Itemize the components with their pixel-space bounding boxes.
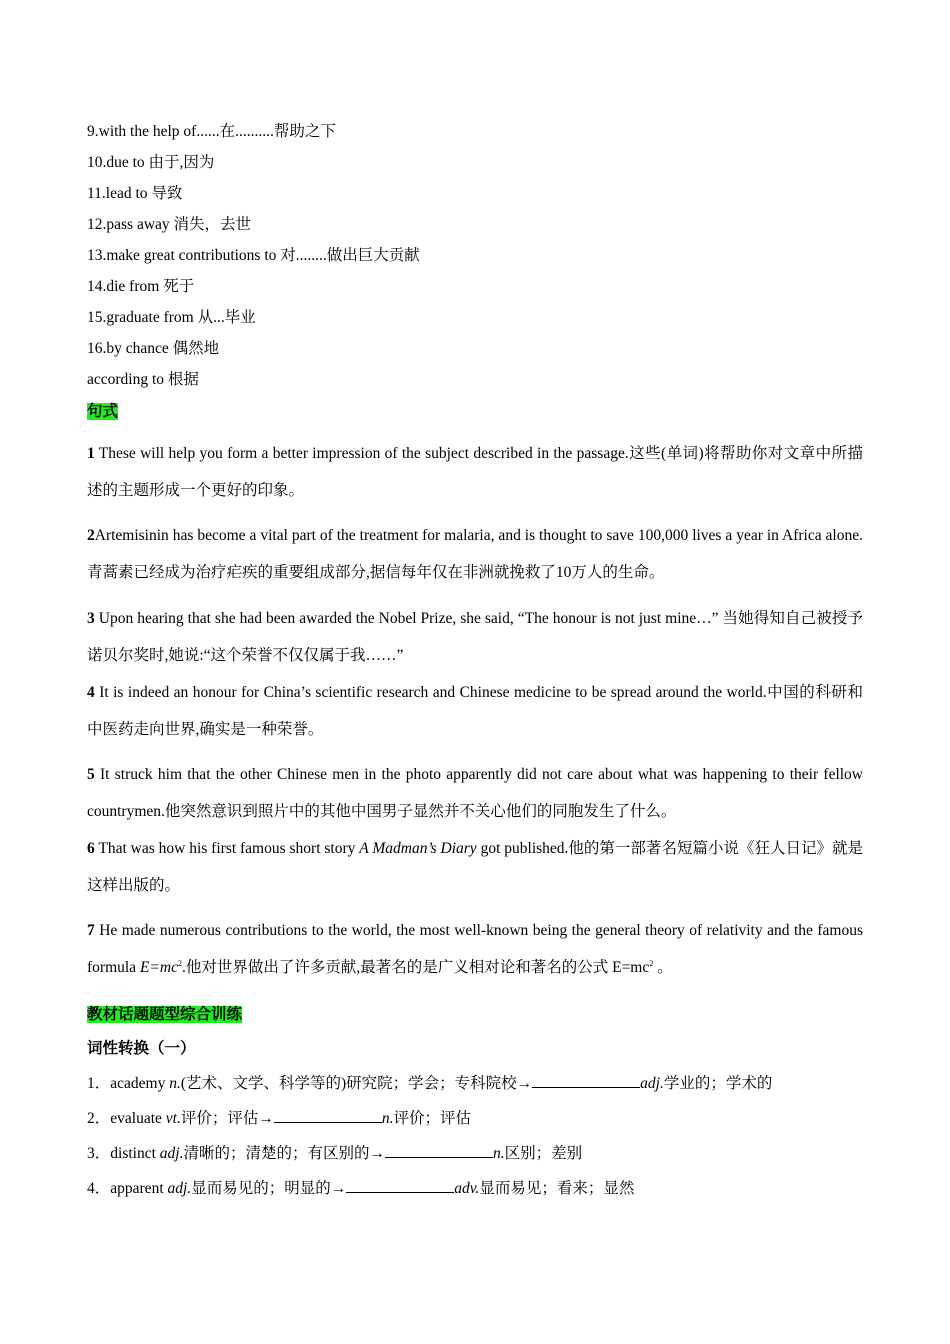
item-number: 1． xyxy=(87,1075,111,1092)
story-title: A Madman’s Diary xyxy=(359,840,477,857)
meaning: 显而易见；看来；显然 xyxy=(479,1180,635,1197)
word: apparent xyxy=(110,1180,168,1197)
sentence-number: 2 xyxy=(87,527,95,544)
superscript: 2 xyxy=(649,958,654,968)
sentence-text: got published.他的第一部著名短篇小说《狂人日记》就是这样出版的。 xyxy=(87,840,863,894)
sentence-item xyxy=(87,600,863,674)
meaning: 清晰的；清楚的；有区别的→ xyxy=(183,1145,385,1162)
vocab-list xyxy=(87,1073,863,1213)
sentence-item xyxy=(87,830,863,904)
formula: E=mc xyxy=(139,959,178,976)
sentence-item xyxy=(87,435,863,509)
training-section-heading xyxy=(87,1005,863,1039)
sentence-text: He made numerous contributions to the world, the most well-known being the general theory of relativity and the famous formula xyxy=(87,922,863,976)
item-number: 2． xyxy=(87,1110,111,1127)
part-of-speech: adj. xyxy=(159,1145,184,1162)
word: evaluate xyxy=(110,1110,166,1127)
sentence-number: 3 xyxy=(87,610,95,627)
answer-blank[interactable] xyxy=(385,1143,493,1158)
vocab-item xyxy=(87,1143,863,1178)
sentence-item xyxy=(87,517,863,591)
answer-blank[interactable] xyxy=(346,1178,454,1193)
sentence-number: 1 xyxy=(87,445,95,462)
answer-blank[interactable] xyxy=(532,1073,640,1088)
sentence-section-heading xyxy=(87,402,863,432)
vocab-item xyxy=(87,1178,863,1213)
meaning: 评价；评估 xyxy=(393,1110,471,1127)
phrase-item: 15.graduate from 从...毕业 xyxy=(87,309,256,326)
meaning: (艺术、文学、科学等的)研究院；学会；专科院校→ xyxy=(180,1075,533,1092)
sentence-item xyxy=(87,756,863,830)
phrase-item: 16.by chance 偶然地 xyxy=(87,340,220,357)
sentence-number: 5 xyxy=(87,766,95,783)
word: academy xyxy=(110,1075,170,1092)
vocab-item xyxy=(87,1108,863,1143)
phrase-item: 9.with the help of......在..........帮助之下 xyxy=(87,123,336,140)
phrase-item: 13.make great contributions to 对........做出巨大贡献 xyxy=(87,247,420,264)
part-of-speech: adj. xyxy=(640,1075,664,1092)
meaning: 评价；评估→ xyxy=(180,1110,274,1127)
item-number: 3． xyxy=(87,1145,111,1162)
sentence-text: These will help you form a better impression of the subject described in the passage.这些(单词)将帮助你对文章中所描述的主题形成一个更好的印象。 xyxy=(87,445,863,499)
vocab-item xyxy=(87,1073,863,1108)
sentence-text: 。 xyxy=(653,959,673,976)
sentence-text: It struck him that the other Chinese men in the photo apparently did not care about what was happening to their fellow countrymen.他突然意识到照片中的其他中国男子显然并不关心他们的同胞发生了什么。 xyxy=(87,766,864,820)
document-page xyxy=(87,122,863,1213)
part-of-speech: adj. xyxy=(167,1180,192,1197)
subsection-heading: 词性转换（一） xyxy=(87,1040,196,1057)
part-of-speech: adv. xyxy=(454,1180,480,1197)
highlighted-heading: 教材话题题型综合训练 xyxy=(87,1006,243,1023)
phrase-item: 11.lead to 导致 xyxy=(87,185,183,202)
meaning: 学业的；学术的 xyxy=(663,1075,773,1092)
part-of-speech: n. xyxy=(492,1145,505,1162)
item-number: 4． xyxy=(87,1180,111,1197)
sentence-text: Artemisinin has become a vital part of the treatment for malaria, and is thought to save 100,000 lives a year in Africa alone.青蒿素已经成为治疗疟疾的重要组成部分,据信每年仅在非洲就挽救了10万人的生命。 xyxy=(87,527,863,581)
phrase-list xyxy=(87,122,863,402)
answer-blank[interactable] xyxy=(274,1108,382,1123)
meaning: 显而易见的；明显的→ xyxy=(191,1180,347,1197)
phrase-item: 14.die from 死于 xyxy=(87,278,195,295)
sentence-text: It is indeed an honour for China’s scientific research and Chinese medicine to be spread around the world.中国的科研和中医药走向世界,确实是一种荣誉。 xyxy=(87,684,864,738)
part-of-speech: vt. xyxy=(165,1110,181,1127)
sentence-item xyxy=(87,912,863,986)
sentence-number: 6 xyxy=(87,840,95,857)
sentence-text: .他对世界做出了许多贡献,最著名的是广义相对论和著名的公式 E=mc xyxy=(181,959,650,976)
superscript: 2 xyxy=(177,958,182,968)
highlighted-heading: 句式 xyxy=(87,403,119,420)
sentence-item xyxy=(87,674,863,748)
part-of-speech: n. xyxy=(381,1110,394,1127)
sentence-list xyxy=(87,435,863,986)
sentence-number: 4 xyxy=(87,684,95,701)
sentence-text: Upon hearing that she had been awarded the Nobel Prize, she said, “The honour is not just mine…” 当她得知自己被授予诺贝尔奖时,她说:“这个荣誉不仅仅属于我……” xyxy=(87,610,863,664)
phrase-item: 10.due to 由于,因为 xyxy=(87,154,215,171)
phrase-item: according to 根据 xyxy=(87,371,199,388)
meaning: 区别；差别 xyxy=(504,1145,583,1162)
sentence-text: That was how his first famous short story xyxy=(98,840,360,857)
phrase-item: 12.pass away 消失，去世 xyxy=(87,216,252,233)
word: distinct xyxy=(110,1145,160,1162)
sentence-number: 7 xyxy=(87,922,95,939)
part-of-speech: n. xyxy=(169,1075,181,1092)
